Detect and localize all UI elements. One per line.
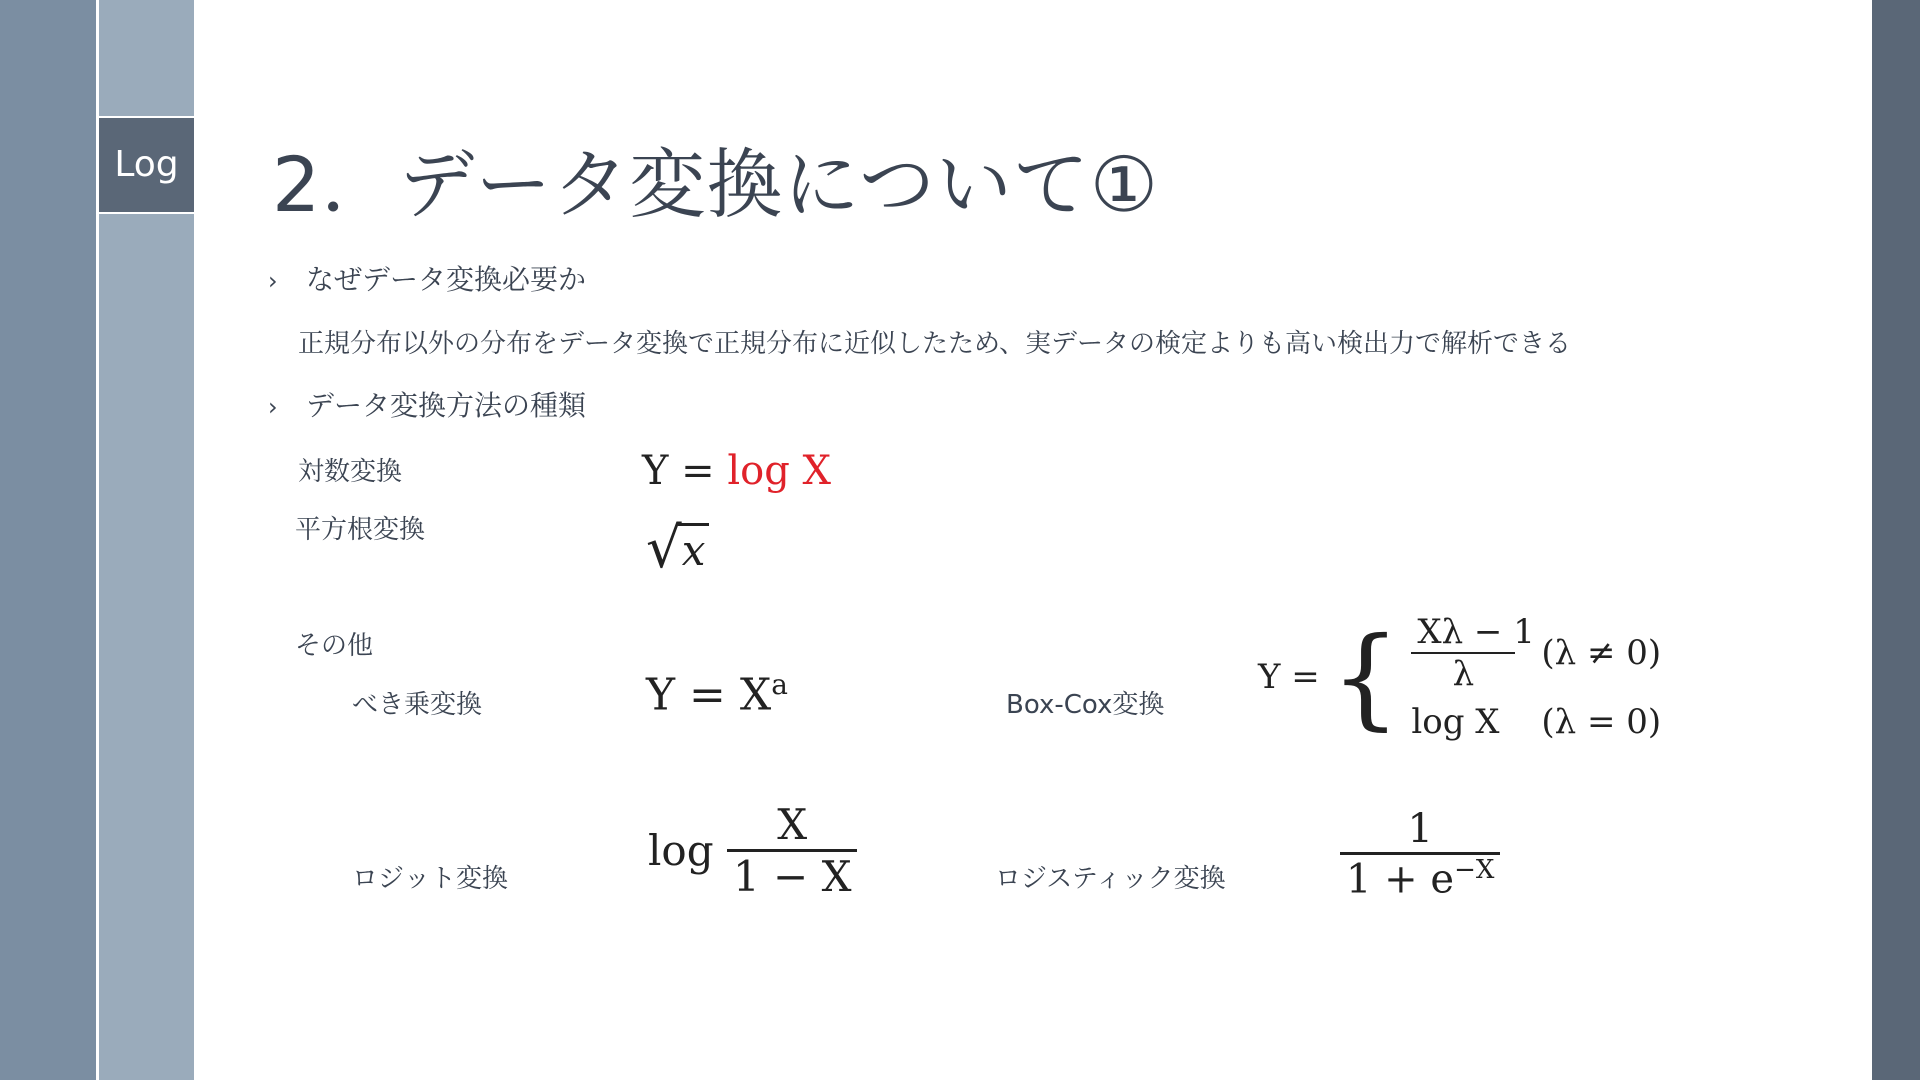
label-log: 対数変換 — [298, 457, 403, 487]
formula-logit — [648, 800, 857, 901]
label-sqrt: 平方根変換 — [295, 515, 426, 545]
formula-power — [646, 668, 788, 721]
right-band — [1872, 0, 1920, 1080]
formula-boxcox — [1258, 612, 1661, 742]
formula-logistic — [1340, 806, 1500, 902]
why-explanation: 正規分布以外の分布をデータ変換で正規分布に近似したため、実データの検定よりも高い検出力で解析できる — [298, 329, 1571, 359]
formula-bc-case2: log X — [1411, 702, 1500, 742]
brace-icon: { — [1330, 613, 1401, 741]
formula-bc-lhs: Y = — [1258, 657, 1320, 697]
formula-sqrt-arg: x — [678, 523, 710, 575]
formula-bc-cond1: (λ ≠ 0) — [1541, 633, 1662, 673]
formula-bc-cases — [1411, 612, 1661, 742]
label-boxcox: Box-Cox変換 — [1006, 690, 1165, 720]
bullet-why-text: なぜデータ変換必要か — [306, 263, 587, 296]
formula-logit-log: log — [648, 826, 714, 875]
left-band-outer — [0, 0, 96, 1080]
label-logistic: ロジスティック変換 — [995, 864, 1226, 894]
formula-logistic-den-exp: −X — [1454, 855, 1495, 885]
bc-case-1 — [1411, 612, 1661, 694]
formula-logit-den: 1 − X — [727, 849, 858, 901]
formula-logistic-num: 1 — [1407, 806, 1433, 852]
bc-case-2 — [1411, 702, 1661, 742]
bullet-mark-icon: › — [268, 393, 278, 421]
formula-bc-cond2: (λ = 0) — [1541, 702, 1662, 742]
slide-title: 2．データ変換について① — [272, 140, 1159, 229]
section-tag: Log — [99, 116, 194, 214]
formula-logit-num: X — [777, 800, 808, 849]
label-other: その他 — [295, 631, 374, 661]
formula-log — [642, 448, 831, 494]
formula-bc-den: λ — [1411, 652, 1515, 694]
bullet-why — [268, 258, 586, 298]
formula-power-base: Y = X — [646, 669, 772, 721]
formula-sqrt — [646, 516, 709, 581]
bullet-types-text: データ変換方法の種類 — [306, 389, 587, 422]
label-power: べき乗変換 — [352, 690, 483, 720]
formula-log-rhs: log X — [727, 448, 832, 494]
formula-logistic-den — [1340, 852, 1500, 902]
formula-bc-num: Xλ − 1 — [1417, 612, 1535, 652]
formula-log-lhs: Y = — [642, 448, 715, 494]
bullet-mark-icon: › — [268, 267, 278, 295]
formula-logistic-den-base: 1 + e — [1346, 856, 1455, 903]
sqrt-icon: √ — [646, 516, 682, 581]
label-logit: ロジット変換 — [352, 864, 509, 894]
bullet-types — [268, 384, 586, 424]
formula-power-exp: a — [771, 668, 788, 701]
